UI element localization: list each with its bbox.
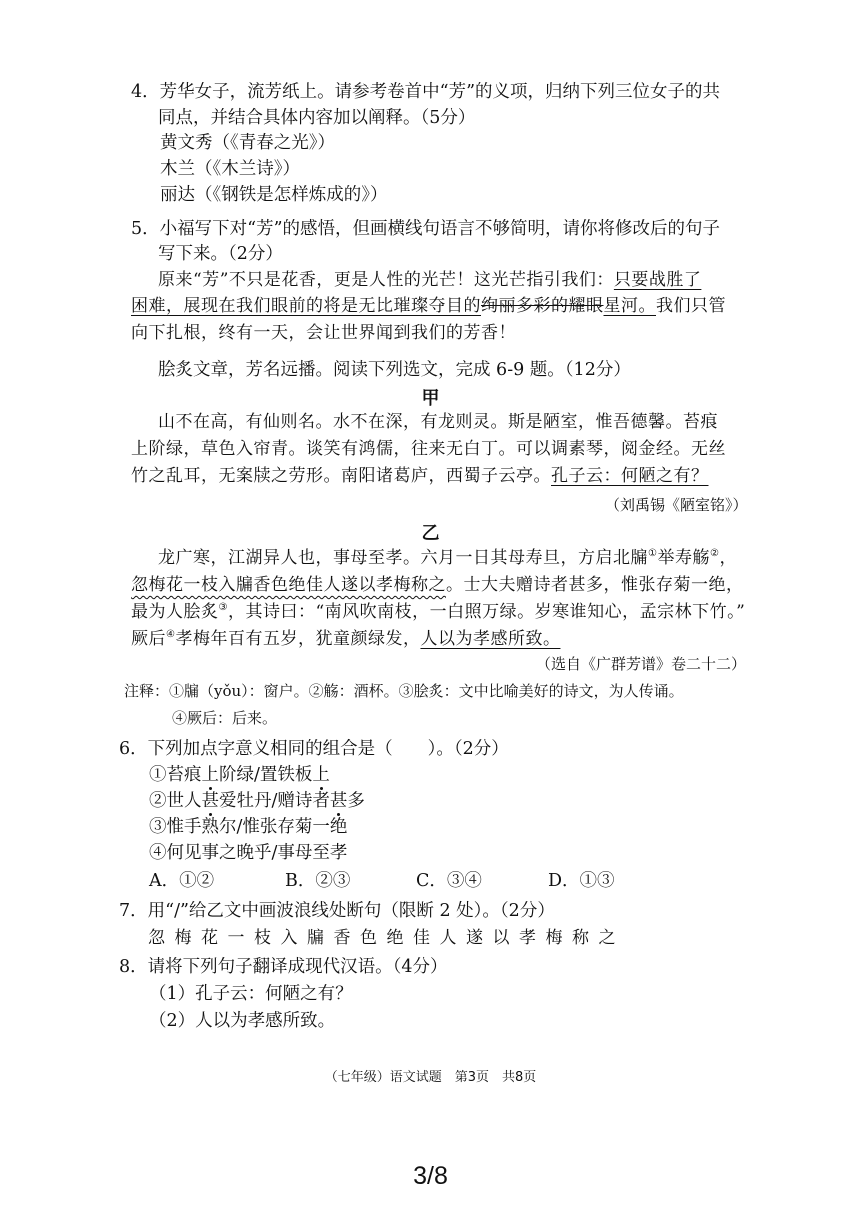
q6-option-4: ④何见事之晚乎/事母至孝 bbox=[149, 843, 348, 863]
q5-line1: 5．小福写下对“芳”的感悟，但画横线句语言不够简明，请你将修改后的句子 bbox=[131, 219, 721, 239]
note-ref-3: ③ bbox=[218, 602, 228, 613]
q5-struck-words: 绚丽多彩的耀眼 bbox=[481, 296, 604, 316]
yi-line3-text2: ，其诗曰：“南风吹南枝，一白照万绿。岁寒谁知心，孟宗林下竹。” bbox=[227, 602, 746, 622]
yi-line4-text2: 孝梅年百有五岁，犹童颜绿发， bbox=[175, 629, 421, 649]
yi-line4 bbox=[131, 627, 560, 651]
yi-line1-text3: ， bbox=[719, 548, 737, 568]
q5-passage-line1 bbox=[158, 268, 701, 292]
q4-item-2: 木兰（《木兰诗》） bbox=[160, 159, 300, 179]
q6-choice-a: A．①② bbox=[149, 871, 215, 891]
passage-jia-heading: 甲 bbox=[421, 388, 440, 409]
q8-stem: 8．请将下列句子翻译成现代汉语。（4分） bbox=[119, 957, 448, 977]
notes-line2: ④厥后：后来。 bbox=[172, 709, 278, 727]
yi-line3-text: 最为人脍炙 bbox=[131, 602, 219, 622]
q7-stem: 7．用“/”给乙文中画波浪线处断句（限断 2 处）。（2分） bbox=[119, 901, 555, 921]
q4-item-3: 丽达（《钢铁是怎样炼成的》） bbox=[160, 185, 388, 205]
q6-o1-dotted-1: 上 bbox=[201, 765, 219, 785]
jia-source: （刘禹锡《陋室铭》） bbox=[605, 496, 748, 514]
yi-source: （选自《广群芳谱》卷二十二） bbox=[536, 655, 747, 673]
q6-option-2 bbox=[149, 789, 365, 813]
q6-o2-dotted-1: 甚 bbox=[201, 791, 219, 811]
q6-stem: 6．下列加点字意义相同的组合是（ ）。（2分） bbox=[119, 739, 509, 759]
q6-o1-text: ①苔痕 bbox=[149, 765, 202, 785]
q6-o2-dotted-2: 甚 bbox=[329, 791, 348, 811]
note-ref-2: ② bbox=[709, 548, 720, 559]
note-ref-4: ④ bbox=[166, 629, 176, 640]
q6-option-3: ③惟手熟尔/惟张存菊一绝 bbox=[149, 817, 348, 837]
q6-option-1 bbox=[149, 763, 330, 787]
q6-choice-c: C．③④ bbox=[416, 871, 482, 891]
jia-line1: 山不在高，有仙则名。水不在深，有龙则灵。斯是陋室，惟吾德馨。苔痕 bbox=[158, 412, 718, 432]
jia-underlined-sentence: 孔子云：何陋之有？ bbox=[551, 466, 709, 486]
q6-o2-text: ②世人 bbox=[149, 791, 202, 811]
q4-item-1: 黄文秀（《青春之光》） bbox=[160, 133, 335, 153]
jia-line3-text: 竹之乱耳，无案牍之劳形。南阳诸葛庐，西蜀子云亭。 bbox=[131, 466, 551, 486]
q8-sentence-1: （1）孔子云：何陋之有？ bbox=[149, 984, 353, 1004]
jia-line2: 上阶绿，草色入帘青。谈笑有鸿儒，往来无白丁。可以调素琴，阅金经。无丝 bbox=[131, 439, 726, 459]
yi-line3 bbox=[131, 600, 745, 624]
q5-underlined-end: 星河。 bbox=[603, 296, 656, 316]
q6-o1-dotted-2: 上 bbox=[312, 765, 330, 785]
yi-line1-text: 龙广寒，江湖异人也，事母至孝。六月一日其母寿旦，方启北牖 bbox=[158, 548, 648, 568]
q6-o1-text2: 阶绿/置铁板 bbox=[219, 765, 313, 785]
yi-line1-text2: 举寿觞 bbox=[657, 548, 710, 568]
reading-intro: 脍炙文章，芳名远播。阅读下列选文，完成 6-9 题。（12分） bbox=[158, 360, 631, 380]
q5-underlined-sentence: 只要战胜了 bbox=[613, 270, 702, 290]
q7-sentence: 忽梅花一枝入牖香色绝佳人遂以孝梅称之 bbox=[148, 928, 625, 948]
page-footer: （七年级）语文试题 第3页 共8页 bbox=[324, 1070, 537, 1085]
q8-sentence-2: （2）人以为孝感所致。 bbox=[149, 1011, 336, 1031]
yi-underlined-sentence: 人以为孝感所致。 bbox=[420, 629, 561, 649]
notes-line1: 注释：①牖（yǒu）：窗户。②觞：酒杯。③脍炙：文中比喻美好的诗文，为人传诵。 bbox=[124, 682, 684, 700]
q4-line1: 4．芳华女子，流芳纸上。请参考卷首中“芳”的义项，归纳下列三位女子的共 bbox=[131, 82, 721, 102]
q5-passage-line3: 向下扎根，终有一天，会让世界闻到我们的芳香！ bbox=[131, 323, 516, 343]
q6-choice-b: B．②③ bbox=[285, 871, 351, 891]
note-ref-1: ① bbox=[648, 548, 658, 559]
yi-line2-text: 。士大夫赠诗者甚多，惟张存菊一绝， bbox=[446, 575, 744, 595]
jia-line3 bbox=[131, 464, 709, 488]
yi-wavy-sentence: 忽梅花一枝入牖香色绝佳人遂以孝梅称之 bbox=[131, 575, 446, 595]
q5-line2: 写下来。（2分） bbox=[158, 244, 283, 264]
yi-line2 bbox=[131, 573, 744, 597]
q5-passage-text2: 我们只管 bbox=[656, 296, 726, 316]
q6-o2-text2: 爱牡丹/赠诗者 bbox=[219, 791, 330, 811]
yi-line4-text: 厥后 bbox=[131, 629, 166, 649]
q4-line2: 同点，并结合具体内容加以阐释。（5分） bbox=[158, 108, 476, 128]
page-indicator: 3/8 bbox=[413, 1162, 448, 1190]
passage-yi-heading: 乙 bbox=[421, 523, 440, 544]
yi-line1 bbox=[158, 546, 737, 570]
q6-choice-d: D．①③ bbox=[548, 871, 615, 891]
q5-underlined-sentence-cont: 困难，展现在我们眼前的将是无比璀璨夺目的 bbox=[131, 296, 481, 316]
q6-o2-text3: 多 bbox=[347, 791, 365, 811]
q5-passage-text: 原来“芳”不只是花香，更是人性的光芒！这光芒指引我们： bbox=[158, 270, 614, 290]
q5-passage-line2 bbox=[131, 294, 726, 318]
